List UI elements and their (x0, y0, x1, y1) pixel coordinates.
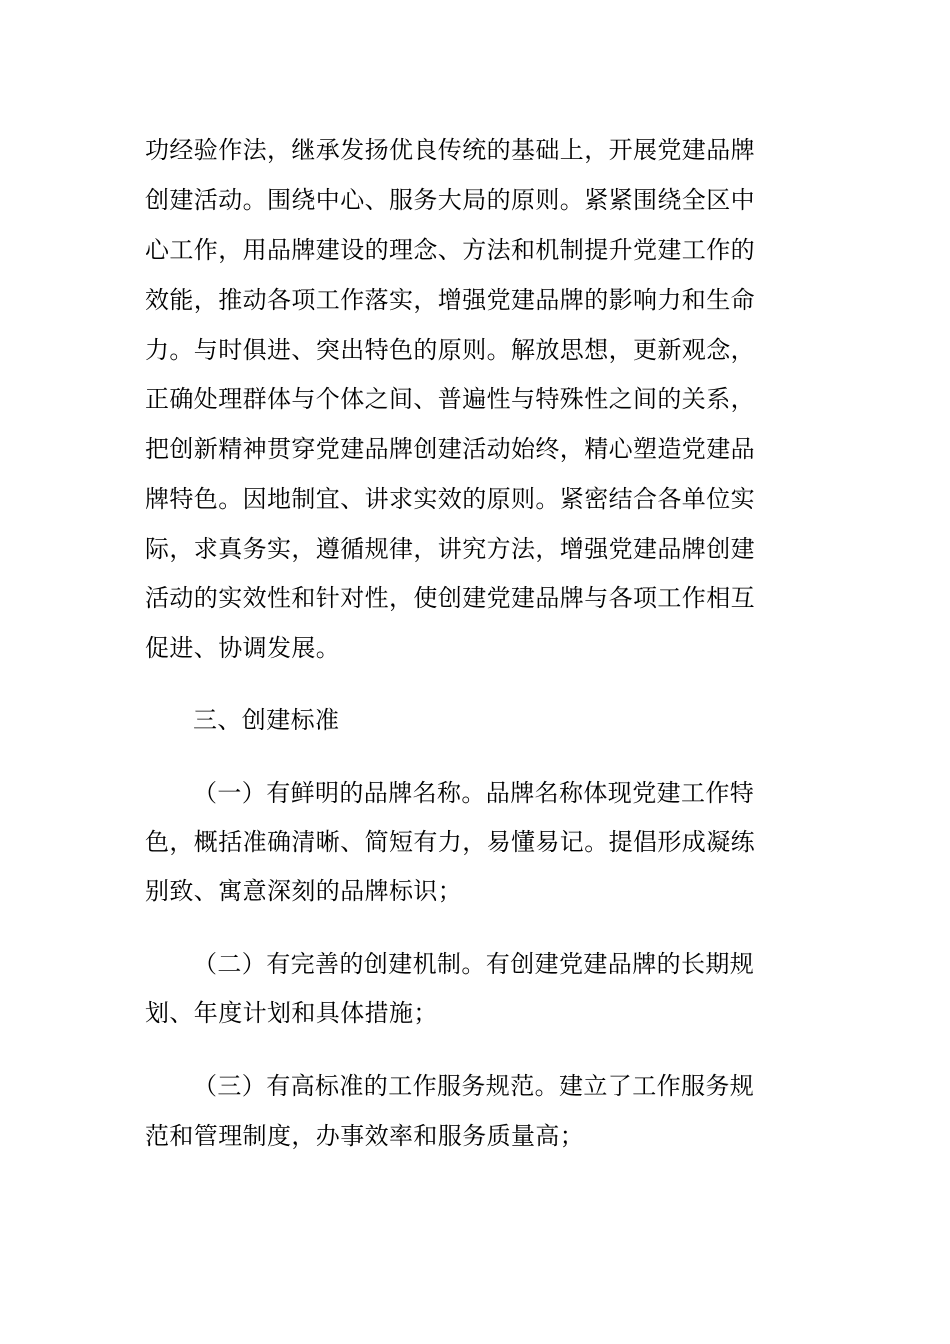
text-line: 划、年度计划和具体措施； (145, 999, 438, 1027)
text-line: 效能，推动各项工作落实，增强党建品牌的影响力和生命 (145, 286, 755, 314)
text-line: 活动的实效性和针对性，使创建党建品牌与各项工作相互 (145, 584, 755, 612)
text-line: 力。与时俱进、突出特色的原则。解放思想，更新观念， (145, 336, 755, 364)
text-line: 色，概括准确清晰、简短有力，易懂易记。提倡形成凝练 (145, 828, 755, 856)
text-line: 正确处理群体与个体之间、普遍性与特殊性之间的关系， (145, 385, 755, 413)
text-line: 创建活动。围绕中心、服务大局的原则。紧紧围绕全区中 (145, 186, 755, 214)
text-line: 牌特色。因地制宜、讲求实效的原则。紧密结合各单位实 (145, 485, 755, 513)
text-line: （二）有完善的创建机制。有创建党建品牌的长期规 (193, 950, 755, 978)
text-line: 际，求真务实，遵循规律，讲究方法，增强党建品牌创建 (145, 535, 755, 563)
text-line: 把创新精神贯穿党建品牌创建活动始终，精心塑造党建品 (145, 435, 755, 463)
text-line: 促进、协调发展。 (145, 634, 341, 662)
text-line: 功经验作法，继承发扬优良传统的基础上，开展党建品牌 (145, 136, 755, 164)
text-line: （三）有高标准的工作服务规范。建立了工作服务规 (193, 1072, 755, 1100)
section-heading: 三、创建标准 (193, 706, 340, 734)
text-line: 心工作，用品牌建设的理念、方法和机制提升党建工作的 (145, 236, 755, 264)
text-line: 别致、寓意深刻的品牌标识； (145, 877, 463, 905)
text-line: （一）有鲜明的品牌名称。品牌名称体现党建工作特 (193, 779, 755, 807)
text-line: 范和管理制度，办事效率和服务质量高； (145, 1122, 585, 1150)
